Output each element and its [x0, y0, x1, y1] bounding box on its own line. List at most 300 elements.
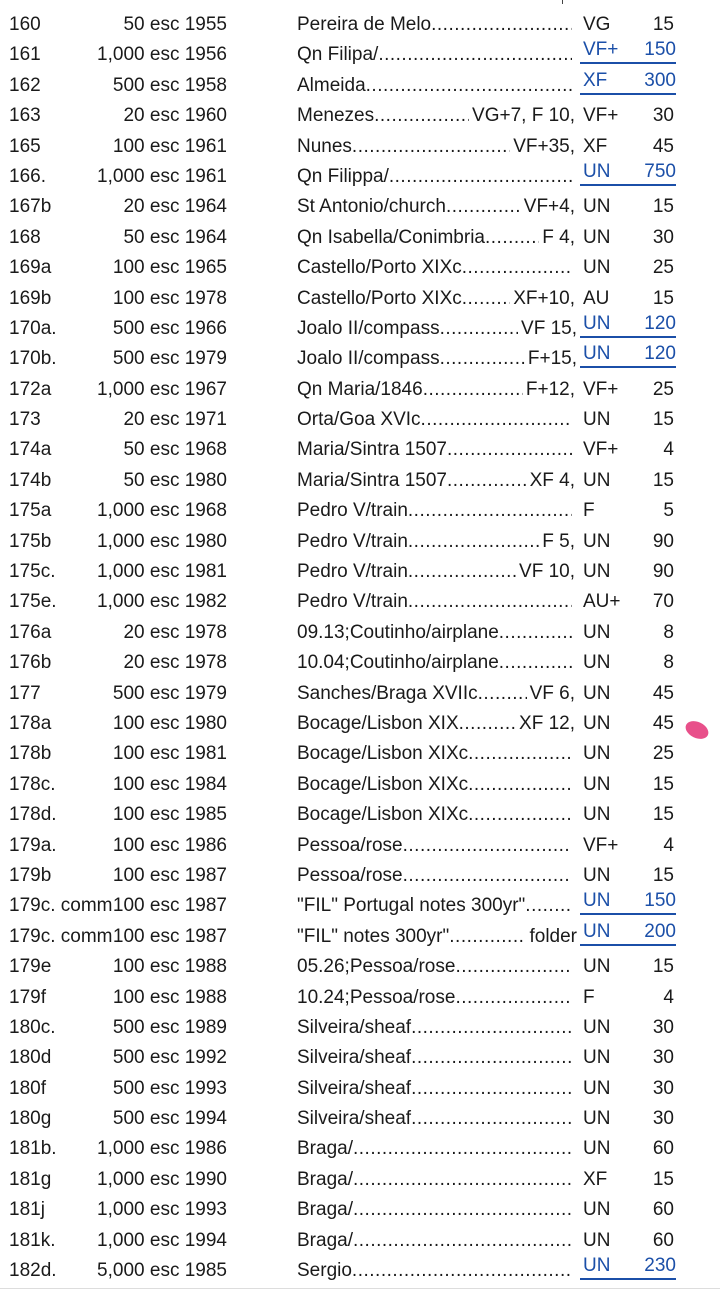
leader-dots [431, 14, 572, 35]
price: 60 [652, 1229, 674, 1251]
grade: UN [583, 652, 611, 674]
note-description [297, 253, 572, 283]
note-description [297, 891, 572, 921]
note-description [297, 739, 572, 769]
note-description [297, 435, 572, 465]
grade: UN [583, 1255, 611, 1277]
leader-dots [352, 132, 510, 162]
grade: UN [583, 864, 611, 886]
list-item [0, 800, 720, 830]
note-description-with-extra [297, 192, 575, 222]
description-text: Pedro V/train [297, 561, 408, 583]
denomination-year: 1,000 esc 1990 [97, 1168, 227, 1190]
description-text: 05.26;Pessoa/rose [297, 956, 456, 978]
catalog-number: 165 [9, 135, 41, 157]
description-text: Menezes [297, 105, 375, 127]
note-description-with-extra [297, 375, 575, 405]
leader-dots [408, 527, 539, 557]
grade: UN [583, 890, 611, 912]
description-text: Silveira/sheaf [297, 1077, 412, 1099]
catalog-number: 172a [9, 378, 52, 400]
price: 15 [652, 409, 674, 431]
leader-dots [353, 1230, 572, 1251]
leader-dots [455, 987, 572, 1008]
description-text: Braga/ [297, 1199, 353, 1221]
grade: XF [583, 135, 608, 157]
catalog-number: 176b [9, 652, 52, 674]
description-text: Castello/Porto XIXc [297, 287, 462, 309]
top-tick-mark [562, 0, 563, 4]
note-description [297, 831, 572, 861]
note-description-with-extra [297, 679, 575, 709]
catalog-number: 181k. [9, 1229, 56, 1251]
grade: UN [583, 1229, 611, 1251]
price: 15 [652, 196, 674, 218]
leader-dots [447, 466, 527, 496]
list-item [0, 952, 720, 982]
catalog-number: 175b [9, 530, 52, 552]
denomination-year: 100 esc 1978 [112, 287, 227, 309]
catalog-number: 166. [9, 165, 46, 187]
denomination-year: 100 esc 1961 [112, 135, 227, 157]
description-text: Pedro V/train [297, 500, 408, 522]
bottom-divider [0, 1288, 720, 1289]
banknote-price-list [0, 10, 720, 1286]
description-text: Castello/Porto XIXc [297, 257, 462, 279]
description-text: Silveira/sheaf [297, 1047, 412, 1069]
leader-dots [389, 166, 572, 187]
catalog-number: 163 [9, 105, 41, 127]
catalog-number: 182d. [9, 1260, 57, 1282]
catalog-number: 168 [9, 226, 41, 248]
leader-dots [366, 75, 572, 96]
catalog-number: 175e. [9, 591, 57, 613]
grade-price-note: F 4, [542, 226, 575, 248]
description-text: Qn Filipa/ [297, 44, 379, 66]
catalog-number: 177 [9, 682, 41, 704]
grade-price-note: folder [529, 925, 577, 947]
list-item [0, 679, 720, 709]
price: 45 [652, 135, 674, 157]
list-item [0, 1104, 720, 1134]
catalog-number: 179a. [9, 834, 57, 856]
note-description [297, 1165, 572, 1195]
grade: AU [583, 287, 610, 309]
grade: UN [583, 196, 611, 218]
list-item [0, 162, 720, 192]
note-description-with-extra [297, 557, 575, 587]
price: 120 [644, 343, 676, 365]
catalog-number: 181b. [9, 1138, 57, 1160]
leader-dots [455, 956, 572, 977]
denomination-year: 100 esc 1987 [112, 925, 227, 947]
list-item [0, 891, 720, 921]
note-description [297, 648, 572, 678]
grade-price-note: VF 15, [521, 317, 577, 339]
price: 90 [652, 530, 674, 552]
grade-price-note: VF 10, [519, 561, 575, 583]
catalog-number: 179c. comm [9, 895, 113, 917]
price: 150 [644, 890, 676, 912]
list-item [0, 101, 720, 131]
denomination-year: 1,000 esc 1982 [97, 591, 227, 613]
list-item [0, 831, 720, 861]
denomination-year: 100 esc 1987 [112, 895, 227, 917]
description-text: Pedro V/train [297, 530, 408, 552]
grade: F [583, 986, 595, 1008]
note-description [297, 1226, 572, 1256]
list-item [0, 770, 720, 800]
grade: F [583, 500, 595, 522]
leader-dots [408, 591, 572, 612]
price: 15 [652, 804, 674, 826]
leader-dots [374, 101, 469, 131]
price-link[interactable] [580, 344, 676, 368]
grade: UN [583, 561, 611, 583]
denomination-year: 100 esc 1987 [112, 864, 227, 886]
grade: UN [583, 226, 611, 248]
denomination-year: 20 esc 1978 [123, 621, 227, 643]
list-item [0, 648, 720, 678]
list-item [0, 192, 720, 222]
catalog-number: 173 [9, 409, 41, 431]
grade: UN [583, 312, 611, 334]
price: 4 [663, 834, 674, 856]
grade: UN [583, 1077, 611, 1099]
price-link[interactable] [580, 1256, 676, 1280]
description-text: Maria/Sintra 1507 [297, 469, 447, 491]
catalog-number: 175a [9, 500, 52, 522]
price-link[interactable] [580, 71, 676, 95]
grade: UN [583, 773, 611, 795]
leader-dots [411, 1108, 572, 1129]
note-description [297, 1104, 572, 1134]
list-item [0, 1013, 720, 1043]
note-description [297, 10, 572, 40]
description-text: Pedro V/train [297, 591, 408, 613]
list-item [0, 557, 720, 587]
leader-dots [423, 375, 523, 405]
denomination-year: 100 esc 1981 [112, 743, 227, 765]
price: 120 [644, 312, 676, 334]
grade: VF+ [583, 39, 619, 61]
note-description [297, 1074, 572, 1104]
note-description-with-extra [297, 314, 577, 344]
description-text: Qn Isabella/Conimbria [297, 226, 485, 248]
denomination-year: 100 esc 1980 [112, 712, 227, 734]
leader-dots [468, 804, 572, 825]
catalog-number: 180d [9, 1047, 52, 1069]
description-text: Braga/ [297, 1229, 353, 1251]
leader-dots [462, 284, 510, 314]
catalog-number: 180c. [9, 1016, 56, 1038]
leader-dots [525, 895, 572, 916]
price: 200 [644, 920, 676, 942]
leader-dots [449, 922, 526, 952]
grade: UN [583, 160, 611, 182]
leader-dots [440, 344, 525, 374]
denomination-year: 1,000 esc 1986 [97, 1138, 227, 1160]
list-item [0, 1074, 720, 1104]
description-text: Sanches/Braga XVIIc [297, 682, 478, 704]
denomination-year: 500 esc 1989 [112, 1016, 227, 1038]
grade: UN [583, 1199, 611, 1221]
description-text: Silveira/sheaf [297, 1108, 412, 1130]
grade: UN [583, 920, 611, 942]
leader-dots [499, 652, 572, 673]
list-item [0, 739, 720, 769]
list-item [0, 435, 720, 465]
description-text: Orta/Goa XVIc [297, 409, 421, 431]
note-description-with-extra [297, 922, 577, 952]
denomination-year: 1,000 esc 1981 [97, 561, 227, 583]
note-description [297, 861, 572, 891]
catalog-number: 170b. [9, 348, 57, 370]
price-link[interactable] [580, 162, 676, 186]
catalog-number: 179e [9, 956, 52, 978]
grade-price-note: F 5, [542, 530, 575, 552]
denomination-year: 500 esc 1994 [112, 1108, 227, 1130]
leader-dots [478, 679, 527, 709]
price: 30 [652, 105, 674, 127]
leader-dots [421, 409, 572, 430]
price: 15 [652, 287, 674, 309]
catalog-number: 178c. [9, 773, 56, 795]
leader-dots [485, 223, 539, 253]
description-text: "FIL" notes 300yr" [297, 925, 450, 947]
note-description [297, 496, 572, 526]
description-text: Maria/Sintra 1507 [297, 439, 447, 461]
note-description-with-extra [297, 223, 575, 253]
denomination-year: 50 esc 1964 [123, 226, 227, 248]
description-text: Bocage/Lisbon XIXc [297, 743, 469, 765]
denomination-year: 50 esc 1980 [123, 469, 227, 491]
price: 25 [652, 257, 674, 279]
grade: VG [583, 14, 611, 35]
list-item [0, 40, 720, 70]
price: 150 [644, 39, 676, 61]
catalog-number: 175c. [9, 561, 56, 583]
grade: XF [583, 69, 608, 91]
description-text: Silveira/sheaf [297, 1016, 412, 1038]
price: 45 [652, 712, 674, 734]
list-item [0, 223, 720, 253]
catalog-number: 167b [9, 196, 52, 218]
description-text: 10.04;Coutinho/airplane [297, 652, 499, 674]
list-item [0, 405, 720, 435]
denomination-year: 500 esc 1966 [112, 317, 227, 339]
price: 15 [652, 14, 674, 35]
grade: UN [583, 1047, 611, 1069]
price-link[interactable] [580, 40, 676, 64]
denomination-year: 5,000 esc 1985 [97, 1260, 227, 1282]
denomination-year: 100 esc 1985 [112, 804, 227, 826]
denomination-year: 500 esc 1979 [112, 348, 227, 370]
grade: UN [583, 343, 611, 365]
grade: UN [583, 743, 611, 765]
grade: VF+ [583, 378, 619, 400]
description-text: Almeida [297, 74, 366, 96]
catalog-number: 180g [9, 1108, 52, 1130]
denomination-year: 1,000 esc 1980 [97, 530, 227, 552]
note-description-with-extra [297, 466, 575, 496]
denomination-year: 1,000 esc 1993 [97, 1199, 227, 1221]
grade: UN [583, 1138, 611, 1160]
price: 30 [652, 1077, 674, 1099]
grade-price-note: XF 12, [519, 712, 575, 734]
note-description [297, 1256, 572, 1286]
grade: AU+ [583, 591, 621, 613]
leader-dots [468, 743, 572, 764]
note-description-with-extra [297, 344, 577, 374]
note-description [297, 1195, 572, 1225]
list-item [0, 1256, 720, 1286]
leader-dots [378, 44, 572, 65]
denomination-year: 20 esc 1960 [123, 105, 227, 127]
price: 90 [652, 561, 674, 583]
description-text: 10.24;Pessoa/rose [297, 986, 456, 1008]
catalog-number: 169a [9, 257, 52, 279]
grade-price-note: XF 4, [529, 469, 575, 491]
note-description [297, 952, 572, 982]
list-item [0, 466, 720, 496]
grade: VF+ [583, 105, 619, 127]
note-description [297, 770, 572, 800]
leader-dots [408, 500, 572, 521]
grade: UN [583, 682, 611, 704]
list-item [0, 922, 720, 952]
description-text: Joalo II/compass [297, 348, 440, 370]
leader-dots [353, 1199, 572, 1220]
list-item [0, 375, 720, 405]
leader-dots [462, 257, 572, 278]
note-description [297, 162, 572, 192]
price-link[interactable] [580, 314, 676, 338]
leader-dots [440, 314, 518, 344]
description-text: Braga/ [297, 1138, 353, 1160]
grade: UN [583, 257, 611, 279]
catalog-number: 179b [9, 864, 52, 886]
grade: VF+ [583, 439, 619, 461]
grade-price-note: XF+10, [513, 287, 575, 309]
grade: UN [583, 804, 611, 826]
description-text: Sergio [297, 1260, 352, 1282]
list-item [0, 618, 720, 648]
description-text: Braga/ [297, 1168, 353, 1190]
description-text: Pessoa/rose [297, 864, 403, 886]
catalog-number: 169b [9, 287, 52, 309]
price: 4 [663, 439, 674, 461]
price: 30 [652, 1108, 674, 1130]
leader-dots [459, 709, 516, 739]
price: 5 [663, 500, 674, 522]
price: 30 [652, 1047, 674, 1069]
list-item [0, 861, 720, 891]
leader-dots [353, 1169, 572, 1190]
leader-dots [468, 774, 572, 795]
price: 60 [652, 1138, 674, 1160]
price: 750 [644, 160, 676, 182]
leader-dots [352, 1260, 572, 1281]
price: 15 [652, 956, 674, 978]
price: 15 [652, 773, 674, 795]
price: 30 [652, 226, 674, 248]
note-description [297, 1013, 572, 1043]
list-item [0, 496, 720, 526]
note-description-with-extra [297, 132, 575, 162]
grade-price-note: VF+4, [523, 196, 575, 218]
description-text: Bocage/Lisbon XIX [297, 712, 459, 734]
description-text: 09.13;Coutinho/airplane [297, 621, 499, 643]
catalog-number: 160 [9, 14, 41, 35]
catalog-number: 174a [9, 439, 52, 461]
note-description-with-extra [297, 284, 575, 314]
price: 30 [652, 1016, 674, 1038]
denomination-year: 500 esc 1979 [112, 682, 227, 704]
list-item [0, 709, 720, 739]
catalog-number: 170a. [9, 317, 57, 339]
grade-price-note: F+15, [527, 348, 577, 370]
price: 25 [652, 743, 674, 765]
grade: UN [583, 469, 611, 491]
description-text: Pereira de Melo [297, 14, 432, 35]
list-item [0, 527, 720, 557]
list-item [0, 132, 720, 162]
leader-dots [447, 439, 572, 460]
list-item [0, 1195, 720, 1225]
note-description-with-extra [297, 101, 575, 131]
grade: UN [583, 621, 611, 643]
list-item [0, 1226, 720, 1256]
leader-dots [411, 1017, 572, 1038]
leader-dots [411, 1047, 572, 1068]
description-text: "FIL" Portugal notes 300yr" [297, 895, 526, 917]
denomination-year: 1,000 esc 1968 [97, 500, 227, 522]
grade: UN [583, 530, 611, 552]
description-text: Pessoa/rose [297, 834, 403, 856]
denomination-year: 100 esc 1988 [112, 986, 227, 1008]
list-item [0, 587, 720, 617]
leader-dots [408, 557, 516, 587]
grade: UN [583, 409, 611, 431]
price-link[interactable] [580, 891, 676, 915]
catalog-number: 176a [9, 621, 52, 643]
list-item [0, 71, 720, 101]
denomination-year: 100 esc 1986 [112, 834, 227, 856]
leader-dots [499, 622, 572, 643]
denomination-year: 50 esc 1955 [123, 14, 227, 35]
denomination-year: 1,000 esc 1956 [97, 44, 227, 66]
list-item [0, 253, 720, 283]
note-description [297, 587, 572, 617]
description-text: Joalo II/compass [297, 317, 440, 339]
note-description [297, 40, 572, 70]
description-text: St Antonio/church [297, 196, 446, 218]
price-link[interactable] [580, 922, 676, 946]
denomination-year: 50 esc 1968 [123, 439, 227, 461]
denomination-year: 1,000 esc 1967 [97, 378, 227, 400]
catalog-number: 178a [9, 712, 52, 734]
denomination-year: 500 esc 1992 [112, 1047, 227, 1069]
price: 15 [652, 469, 674, 491]
denomination-year: 1,000 esc 1994 [97, 1229, 227, 1251]
price: 8 [663, 621, 674, 643]
note-description [297, 71, 572, 101]
grade-price-note: VF+35, [513, 135, 575, 157]
list-item [0, 344, 720, 374]
denomination-year: 20 esc 1971 [123, 409, 227, 431]
price: 8 [663, 652, 674, 674]
